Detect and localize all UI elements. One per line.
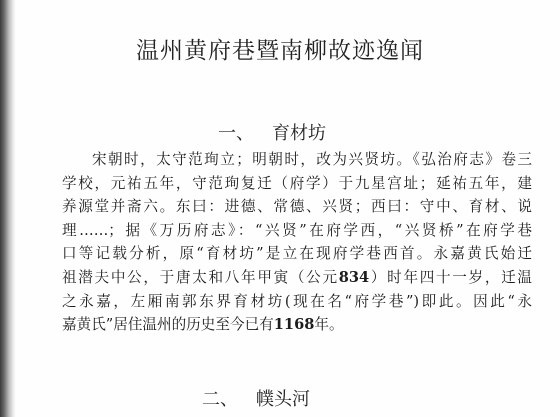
section-heading-2 (202, 385, 310, 411)
paragraph-line-1: 宋朝时，太守范珣立；明朝时，改为兴贤坊。《弘治府志》卷三 (92, 151, 532, 168)
line-8-tail: 年。 (314, 316, 344, 334)
section-title-1: 育材坊 (272, 123, 326, 144)
line-8-head: 嘉黄氏”居住温州的历史至今已有 (62, 316, 274, 334)
section-number-2: 二、 (202, 389, 238, 410)
paragraph-line-6 (62, 266, 532, 290)
paragraph-line-3: 养源堂并斋六。东曰：进德、常德、兴贤；西曰：守中、育材、说 (62, 198, 532, 216)
year-ad-value: 834 (338, 268, 370, 286)
section-heading-1 (218, 119, 326, 145)
paragraph-line-2: 学校，元祐五年，守范珣复迁（府学）于九星宫址；延祐五年，建 (62, 174, 532, 192)
paragraph-line-8 (62, 313, 532, 337)
line-6-tail: ）时年四十一岁，迁温 (369, 268, 532, 286)
section-1-paragraph (62, 148, 532, 337)
paragraph-line-7: 之永嘉，左厢南郭东界育材坊(现在名“府学巷”)即此。因此“永 (62, 292, 532, 310)
section-title-2: 幞头河 (256, 389, 310, 410)
history-years-value: 1168 (273, 316, 315, 334)
line-6-head: 祖潜夫中公，于唐太和八年甲寅（公元 (62, 268, 339, 286)
document-title: 温州黄府巷暨南柳故迹逸闻 (136, 38, 424, 64)
paragraph-line-4: 理……；据《万历府志》：“兴贤”在府学西，“兴贤桥”在府学巷 (62, 221, 532, 239)
paragraph-line-5: 口等记载分析，原“育材坊”是立在现府学巷西首。永嘉黄氏始迁 (62, 245, 532, 263)
section-number-1: 一、 (218, 123, 254, 144)
